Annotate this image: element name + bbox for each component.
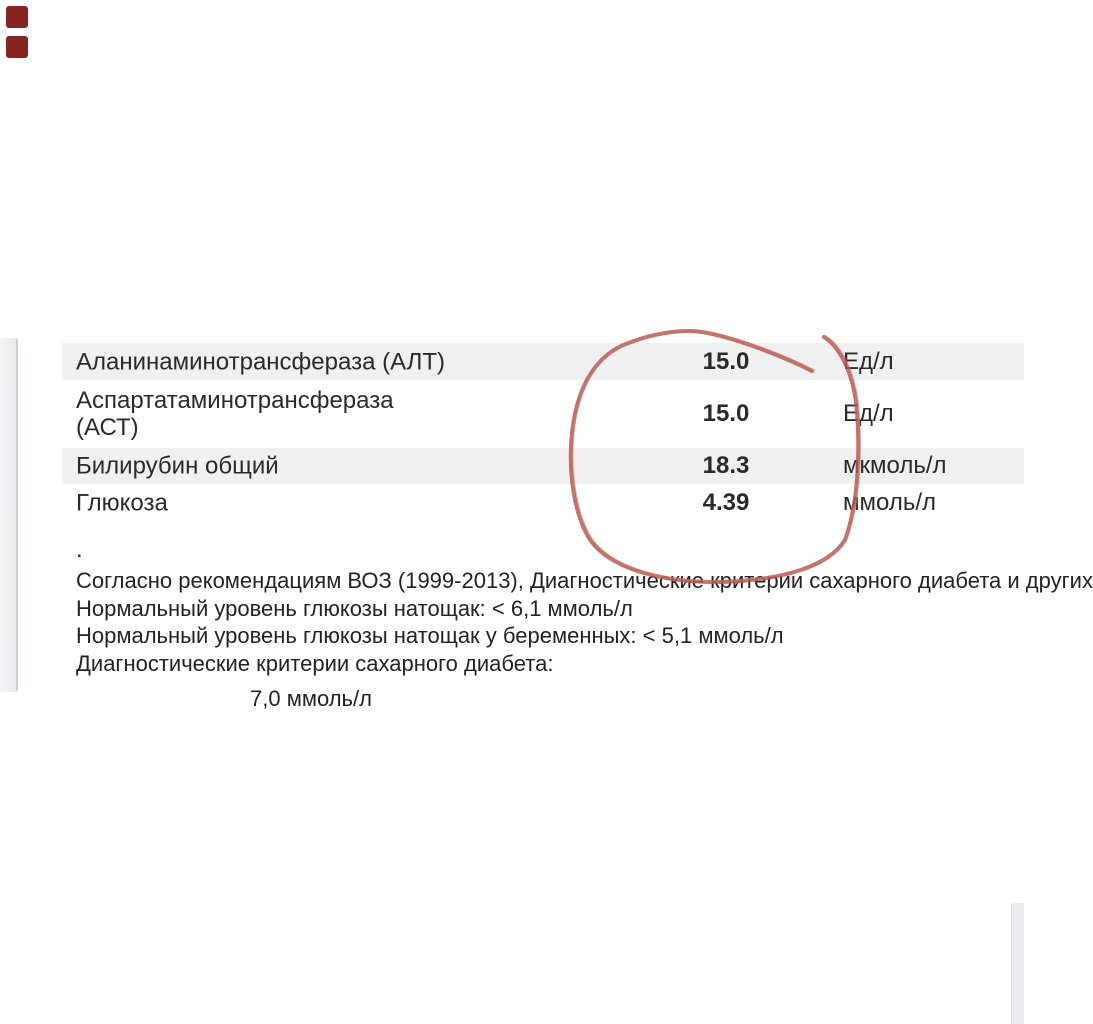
note-line: Диагностические критерии сахарного диабета: [76,651,554,676]
note-line: Согласно рекомендациям ВОЗ (1999-2013), Диагностические критерии сахарного диабета и других [76,568,1093,593]
right-scrollbar[interactable] [1011,903,1024,1024]
table-row [62,448,1024,484]
note-line: Нормальный уровень глюкозы натощак: < 6,1 ммоль/л [76,596,633,621]
analyte-value: 18.3 [702,452,750,479]
analyte-name [76,387,394,441]
analyte-name: Билирубин общий [76,452,279,480]
analyte-name: Глюкоза [76,489,168,516]
analyte-name-line1: Аспартатаминотрансфераза [76,387,394,414]
paragraph-dot: . [76,536,83,563]
analyte-unit: Ед/л [843,400,894,427]
table-row [62,343,1024,380]
analyte-unit: Ед/л [843,347,894,375]
table-row [62,484,1024,521]
analyte-value: 15.0 [702,400,750,427]
note-line-partial: 7,0 ммоль/л [250,686,372,711]
analyte-unit: ммоль/л [843,488,936,516]
analyte-value: 4.39 [702,488,750,516]
analyte-value: 15.0 [702,347,750,375]
note-line: Нормальный уровень глюкозы натощак у беременных: < 5,1 ммоль/л [76,623,784,648]
table-row [62,380,1024,448]
analyte-unit: мкмоль/л [843,452,947,479]
analyte-name: Аланинаминотрансфераза (АЛТ) [76,348,446,375]
analyte-name-line2: (АСТ) [76,414,139,441]
